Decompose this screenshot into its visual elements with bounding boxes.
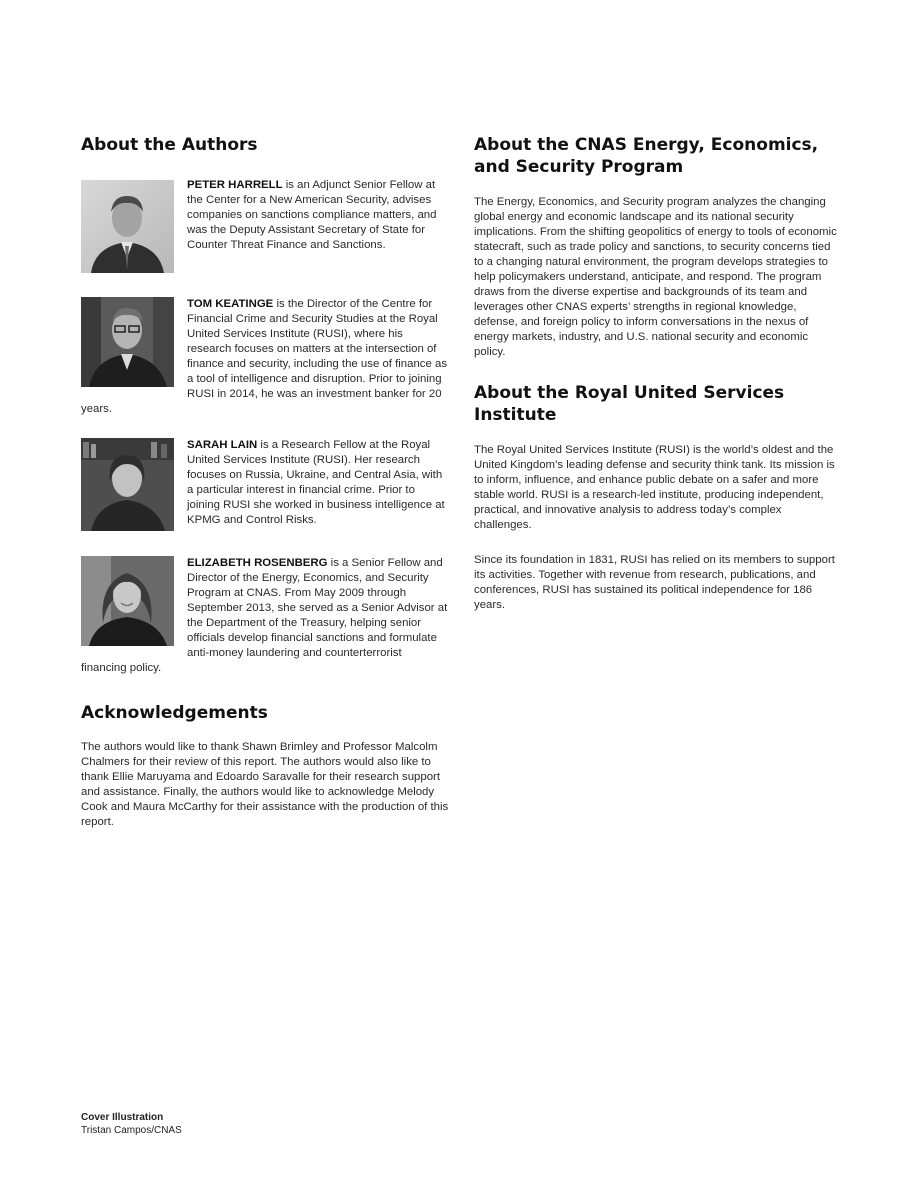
author-name: ELIZABETH ROSENBERG [187, 557, 328, 569]
cover-credit-label: Cover Illustration [81, 1112, 164, 1123]
acknowledgements-text: The authors would like to thank Shawn Brimley and Professor Malcolm Chalmers for their review of this report. The authors would also like to thank Ellie Maruyama and Edoardo Saravalle for their research support and assistance. Finally, the authors would like to acknowledge Melody Cook and Maura McCarthy for their assistance with the production of this report. [81, 741, 449, 828]
author-photo-icon [81, 180, 174, 273]
rusi-heading: About the Royal United Services Institute [474, 383, 785, 425]
author-name: PETER HARRELL [187, 179, 283, 191]
right-column [474, 134, 842, 613]
author-bio-text: is an Adjunct Senior Fellow at the Center for a New American Security, advises companies on sanctions compliance matters, and was the Deputy Assistant Secretary of State for Counter Threat Finance and Sanctions. [187, 179, 437, 251]
author-bio [81, 438, 449, 535]
author-photo-icon [81, 297, 174, 387]
author-bio [81, 297, 449, 417]
author-photo-icon [81, 438, 174, 531]
rusi-paragraph: Since its foundation in 1831, RUSI has relied on its members to support its activities. Together with revenue from research, publications, and conferences, RUSI has sustained its political independence for 186 years. [474, 554, 835, 611]
author-bio [81, 556, 449, 676]
cover-credit-name: Tristan Campos/CNAS [81, 1125, 182, 1136]
author-name: TOM KEATINGE [187, 298, 274, 310]
left-column [81, 134, 449, 830]
author-bio [81, 178, 449, 277]
cnas-text: The Energy, Economics, and Security program analyzes the changing global energy and economic landscape and its national security implications. From the shifting geopolitics of energy to tools of economic statecraft, such as trade policy and sanctions, to security concerns tied to a changing natural environment, the program develops strategies to help policymakers understand, anticipate, and respond. The program draws from the diverse expertise and backgrounds of its team and leverages other CNAS experts’ strengths in regional knowledge, defense, and foreign policy to inform conversations in the nexus of energy markets, industry, and U.S. national security and economic policy. [474, 196, 837, 358]
acknowledgements-heading: Acknowledgements [81, 703, 268, 723]
author-bio-text: is a Research Fellow at the Royal United Services Institute (RUSI). Her research focuses on Russia, Ukraine, and Central Asia, with a particular interest in financial crime. Prior to joining RUSI she worked in business intelligence at KPMG and Control Risks. [187, 439, 445, 526]
rusi-paragraph: The Royal United Services Institute (RUSI) is the world’s oldest and the United Kingdom’s leading defense and security think tank. Its mission is to inform, influence, and enhance public debate on a safer and more stable world. RUSI is a research-led institute, producing independent, practical, and innovative analysis to address today’s complex challenges. [474, 444, 835, 531]
author-photo-icon [81, 556, 174, 646]
cover-credit [81, 1111, 182, 1137]
author-name: SARAH LAIN [187, 439, 258, 451]
author-bio-text: is a Senior Fellow and Director of the Energy, Economics, and Security Program at CNAS. From May 2009 through September 2013, she served as a Senior Advisor at the Department of the Treasury, helping senior officials develop financial sanctions and formulate anti-money laundering and counterterrorist financing policy. [81, 557, 448, 674]
cnas-heading: About the CNAS Energy, Economics, and Security Program [474, 135, 819, 177]
authors-heading: About the Authors [81, 135, 258, 155]
author-bio-text: is the Director of the Centre for Financial Crime and Security Studies at the Royal United Services Institute (RUSI), where his research focuses on matters at the intersection of finance and security, including the use of finance as a tool of intelligence and disruption. Prior to joining RUSI in 2014, he was an investment banker for 20 years. [81, 298, 448, 415]
